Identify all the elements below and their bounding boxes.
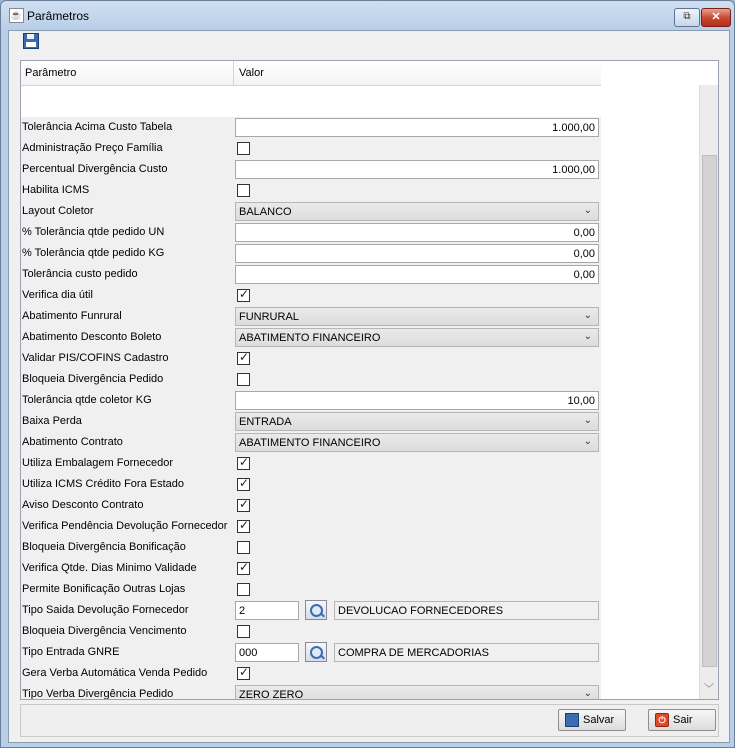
parameter-row: [21, 243, 601, 264]
checkmark-icon: ✓: [239, 455, 250, 469]
chevron-down-icon: ⌄: [583, 436, 592, 447]
parameter-row: [21, 495, 601, 516]
parameter-label: Gera Verba Automática Venda Pedido: [22, 667, 208, 679]
parameter-row: [21, 285, 601, 306]
lookup-button[interactable]: [305, 642, 327, 662]
parameter-row: [21, 663, 601, 684]
parameter-row: [21, 180, 601, 201]
magnifier-handle: [320, 655, 325, 660]
value-checkbox[interactable]: [237, 184, 250, 197]
parameter-label: Baixa Perda: [22, 415, 82, 427]
parameter-row: [21, 579, 601, 600]
parameter-label: Bloqueia Divergência Pedido: [22, 373, 164, 385]
lookup-description: COMPRA DE MERCADORIAS: [334, 643, 599, 662]
lookup-button[interactable]: [305, 600, 327, 620]
parameter-label: Habilita ICMS: [22, 184, 90, 196]
parameter-row: [21, 453, 601, 474]
parameter-row: [21, 558, 601, 579]
checkmark-icon: ✓: [239, 350, 250, 364]
parameter-label: Validar PIS/COFINS Cadastro: [22, 352, 169, 364]
value-dropdown[interactable]: [235, 412, 599, 431]
dropdown-selected-value: ABATIMENTO FINANCEIRO: [239, 437, 381, 449]
value-checkbox[interactable]: [237, 520, 250, 533]
checkmark-icon: ✓: [239, 476, 250, 490]
parameters-grid: [20, 60, 719, 700]
value-input[interactable]: 0,00: [235, 265, 599, 284]
parameter-row: [21, 390, 601, 411]
parameter-row: [21, 369, 601, 390]
parameter-label: Aviso Desconto Contrato: [22, 499, 144, 511]
value-checkbox[interactable]: [237, 583, 250, 596]
parameter-row: [21, 306, 601, 327]
restore-button[interactable]: ⧉: [674, 8, 700, 27]
checkmark-icon: ✓: [239, 665, 250, 679]
parameter-label: Utiliza Embalagem Fornecedor: [22, 457, 174, 469]
parameter-label: Permite Bonificação Outras Lojas: [22, 583, 186, 595]
parameter-row: [21, 348, 601, 369]
checkmark-icon: ✓: [239, 560, 250, 574]
value-dropdown[interactable]: [235, 328, 599, 347]
magnifier-handle: [320, 613, 325, 618]
value-input[interactable]: 1.000,00: [235, 160, 599, 179]
salvar-label: Salvar: [583, 714, 615, 726]
scroll-down-icon[interactable]: ﹀: [704, 684, 714, 695]
dropdown-selected-value: ZERO ZERO: [239, 689, 304, 699]
parameter-label: Abatimento Desconto Boleto: [22, 331, 162, 343]
parameter-label: Verifica dia útil: [22, 289, 93, 301]
value-dropdown[interactable]: [235, 685, 599, 699]
parameter-label: Verifica Qtde. Dias Minimo Validade: [22, 562, 197, 574]
java-app-icon: ☕: [9, 8, 24, 23]
parameter-row: [21, 621, 601, 642]
parameter-row: [21, 684, 601, 699]
parameter-label: Bloqueia Divergência Vencimento: [22, 625, 187, 637]
parameter-label: Utiliza ICMS Crédito Fora Estado: [22, 478, 184, 490]
parameter-label: % Tolerância qtde pedido UN: [22, 226, 165, 238]
grid-body: [21, 117, 601, 699]
checkmark-icon: ✓: [239, 518, 250, 532]
dropdown-selected-value: ABATIMENTO FINANCEIRO: [239, 332, 381, 344]
value-input[interactable]: 0,00: [235, 223, 599, 242]
parameter-row: [21, 600, 601, 621]
chevron-down-icon: ⌄: [583, 415, 592, 426]
checkmark-icon: ✓: [239, 497, 250, 511]
close-button[interactable]: ✕: [701, 8, 731, 27]
exit-icon: ⏻: [655, 713, 669, 727]
value-input[interactable]: 10,00: [235, 391, 599, 410]
parameter-label: Tolerância Acima Custo Tabela: [22, 121, 173, 133]
chevron-down-icon: ⌄: [583, 688, 592, 699]
parameter-row: [21, 138, 601, 159]
chevron-down-icon: ⌄: [583, 331, 592, 342]
parameter-label: Abatimento Contrato: [22, 436, 123, 448]
dropdown-selected-value: BALANCO: [239, 206, 292, 218]
parameter-label: Bloqueia Divergência Bonificação: [22, 541, 186, 553]
value-dropdown[interactable]: [235, 307, 599, 326]
column-divider[interactable]: [233, 61, 234, 85]
parameter-label: Tipo Entrada GNRE: [22, 646, 120, 658]
column-header-parametro[interactable]: Parâmetro: [25, 67, 77, 79]
title-bar[interactable]: [1, 1, 734, 29]
sair-label: Sair: [673, 714, 693, 726]
parameter-row: [21, 222, 601, 243]
parameter-row: [21, 642, 601, 663]
parameter-row: [21, 117, 601, 138]
value-checkbox[interactable]: [237, 478, 250, 491]
checkmark-icon: ✓: [239, 287, 250, 301]
value-checkbox[interactable]: [237, 499, 250, 512]
value-checkbox[interactable]: [237, 562, 250, 575]
parameter-row: [21, 516, 601, 537]
save-icon: [565, 713, 579, 727]
value-checkbox[interactable]: [237, 142, 250, 155]
value-dropdown[interactable]: [235, 433, 599, 452]
lookup-description: DEVOLUCAO FORNECEDORES: [334, 601, 599, 620]
column-header-valor[interactable]: Valor: [239, 67, 264, 79]
value-input[interactable]: 1.000,00: [235, 118, 599, 137]
client-area: [8, 30, 730, 743]
value-checkbox[interactable]: [237, 457, 250, 470]
parameter-label: Layout Coletor: [22, 205, 94, 217]
parameter-label: Abatimento Funrural: [22, 310, 122, 322]
dropdown-selected-value: FUNRURAL: [239, 311, 299, 323]
grid-header: [21, 61, 601, 86]
parameter-row: [21, 201, 601, 222]
parameter-label: Tolerância qtde coletor KG: [22, 394, 152, 406]
chevron-down-icon: ⌄: [583, 310, 592, 321]
parameter-row: [21, 537, 601, 558]
value-dropdown[interactable]: [235, 202, 599, 221]
value-checkbox[interactable]: [237, 625, 250, 638]
parameter-label: Tipo Saida Devolução Fornecedor: [22, 604, 189, 616]
parameter-label: Administração Preço Família: [22, 142, 163, 154]
lookup-code-input[interactable]: 000: [235, 643, 299, 662]
parameter-label: Percentual Divergência Custo: [22, 163, 168, 175]
value-input[interactable]: 0,00: [235, 244, 599, 263]
vertical-scrollbar[interactable]: [699, 85, 718, 699]
parameter-row: [21, 327, 601, 348]
parameter-label: Verifica Pendência Devolução Fornecedor: [22, 520, 228, 532]
value-checkbox[interactable]: [237, 667, 250, 680]
parameter-label: Tolerância custo pedido: [22, 268, 138, 280]
sair-button[interactable]: [648, 709, 716, 731]
footer-bar: [20, 704, 719, 737]
parameter-row: [21, 411, 601, 432]
scrollbar-thumb[interactable]: [702, 155, 717, 667]
lookup-code-input[interactable]: 2: [235, 601, 299, 620]
parameter-label: % Tolerância qtde pedido KG: [22, 247, 165, 259]
dropdown-selected-value: ENTRADA: [239, 416, 292, 428]
parameter-label: Tipo Verba Divergência Pedido: [22, 688, 174, 699]
value-checkbox[interactable]: [237, 352, 250, 365]
parameter-row: [21, 159, 601, 180]
toolbar-save-icon[interactable]: [23, 33, 39, 49]
value-checkbox[interactable]: [237, 373, 250, 386]
value-checkbox[interactable]: [237, 541, 250, 554]
parameter-row: [21, 264, 601, 285]
parameter-row: [21, 432, 601, 453]
window-title: Parâmetros: [27, 9, 90, 23]
chevron-down-icon: ⌄: [583, 205, 592, 216]
salvar-button[interactable]: [558, 709, 626, 731]
parameter-row: [21, 474, 601, 495]
value-checkbox[interactable]: [237, 289, 250, 302]
